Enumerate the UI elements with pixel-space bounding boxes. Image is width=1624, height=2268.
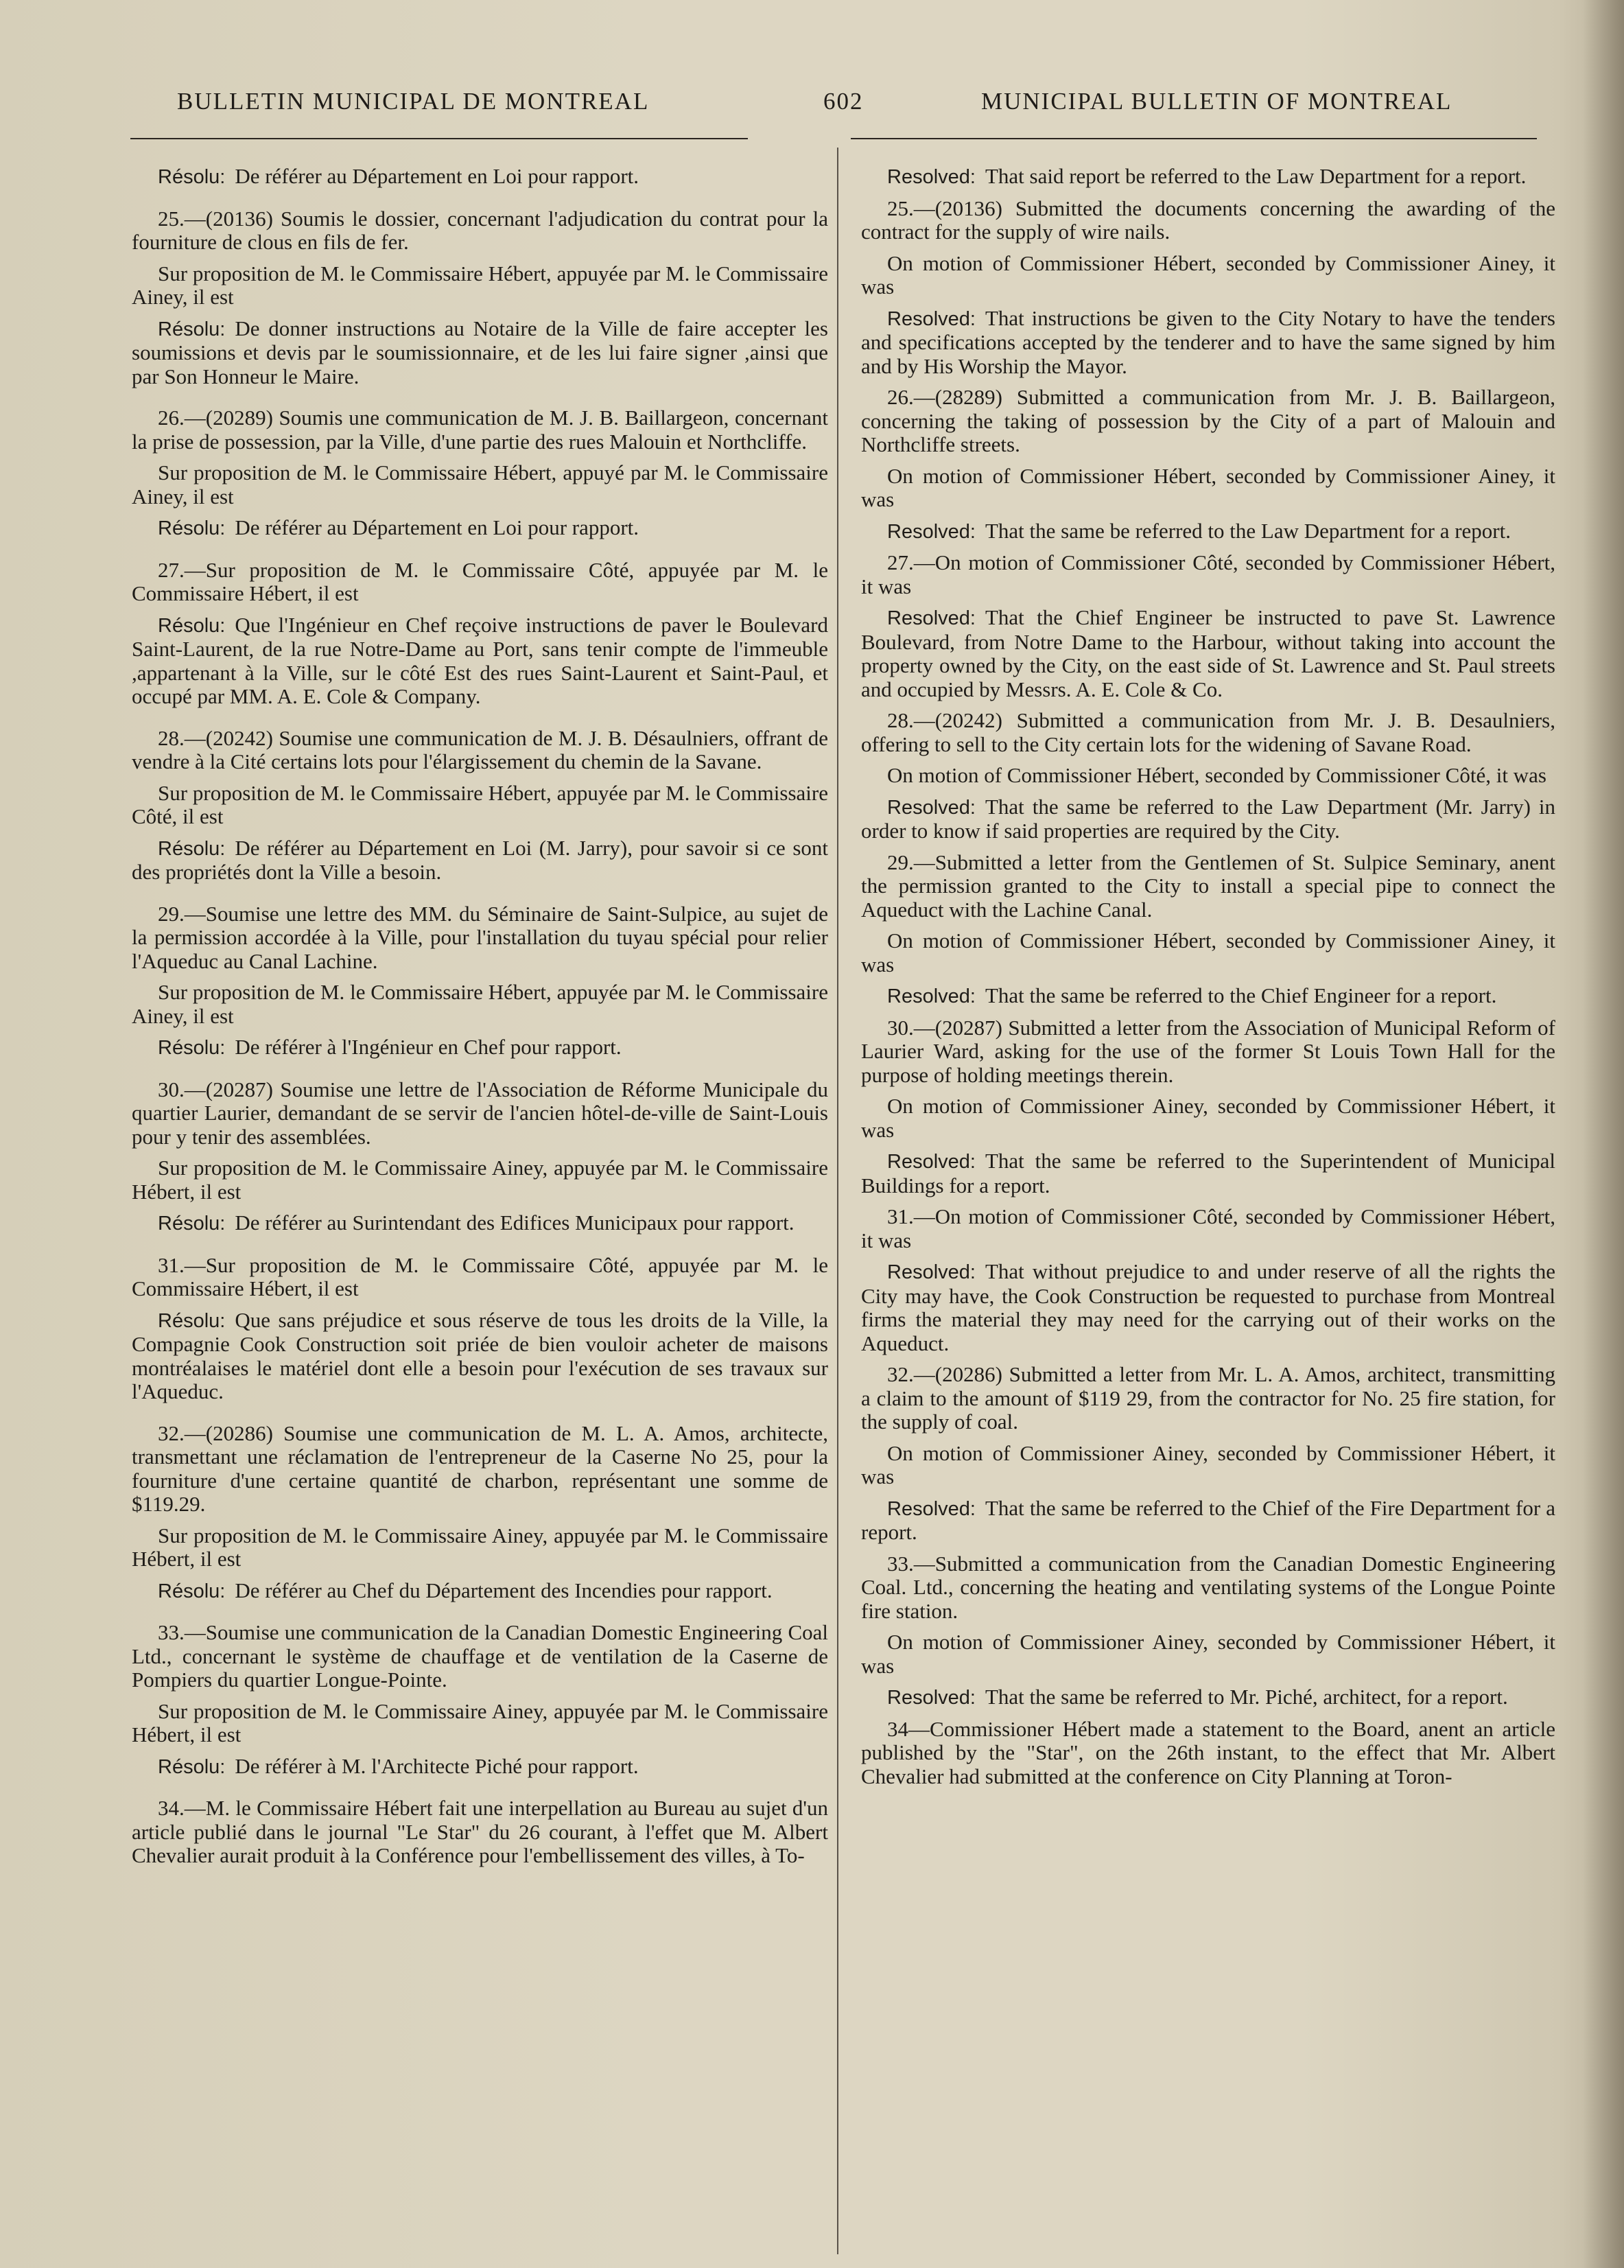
resolution-label: Résolu: — [158, 166, 226, 188]
paragraph — [861, 984, 1555, 1009]
paragraph — [861, 252, 1555, 299]
paragraph — [861, 795, 1555, 843]
paragraph-text: That said report be referred to the Law Department for a report. — [985, 164, 1527, 188]
paragraph-text: 32.—(20286) Submitted a letter from Mr. L. A. Amos, architect, transmitting a claim to the amount of $119 29, from the contractor for No. 25 fire station, for the supply of coal. — [861, 1362, 1555, 1434]
paragraph-text: De référer au Département en Loi pour rapport. — [235, 164, 639, 188]
paragraph — [132, 1036, 828, 1060]
resolution-label: Resolved: — [887, 1687, 976, 1709]
paragraph-text: 26.—(28289) Submitted a communication from Mr. J. B. Baillargeon, concerning the taking of possession by the City of a part of Malouin and Northcliffe streets. — [861, 385, 1555, 456]
paragraph-text: Sur proposition de M. le Commissaire Hébert, appuyée par M. le Commissaire Ainey, il est — [132, 261, 828, 309]
paragraph-text: On motion of Commissioner Ainey, seconded by Commissioner Hébert, it was — [861, 1094, 1555, 1142]
paragraph — [132, 981, 828, 1028]
paragraph — [132, 1254, 828, 1301]
paragraph — [132, 727, 828, 774]
paragraph — [861, 386, 1555, 457]
paragraph — [861, 307, 1555, 379]
paragraph-text: 28.—(20242) Submitted a communication from Mr. J. B. Desaulniers, offering to sell to the City certain lots for the widening of Savane Road. — [861, 708, 1555, 756]
paragraph — [132, 1621, 828, 1692]
paragraph-text: Sur proposition de M. le Commissaire Ainey, appuyée par M. le Commissaire Hébert, il est — [132, 1523, 828, 1571]
paragraph — [861, 1260, 1555, 1355]
paragraph — [132, 1211, 828, 1236]
page-number: 602 — [823, 88, 864, 115]
paragraph-text: Sur proposition de M. le Commissaire Ainey, appuyée par M. le Commissaire Hébert, il est — [132, 1156, 828, 1204]
paragraph — [132, 317, 828, 389]
resolution-label: Résolu: — [158, 1309, 226, 1332]
paragraph — [861, 1016, 1555, 1088]
paragraph — [861, 1149, 1555, 1197]
paragraph — [861, 929, 1555, 977]
paragraph — [132, 1797, 828, 1868]
paragraph-text: That the same be referred to the Law Department for a report. — [985, 518, 1511, 543]
paragraph — [132, 613, 828, 709]
paragraph — [132, 1156, 828, 1204]
paragraph-text: Sur proposition de M. le Commissaire Ainey, appuyée par M. le Commissaire Hébert, il est — [132, 1698, 828, 1746]
paragraph — [861, 197, 1555, 244]
resolution-label: Resolved: — [887, 1261, 976, 1283]
paragraph — [861, 606, 1555, 701]
resolution-label: Résolu: — [158, 1580, 226, 1602]
paragraph-text: 34—Commissioner Hébert made a statement to the Board, anent an article published by the "Star", on the 26th instant, to the effect that Mr. Albert Chevalier had submitted at the conference on City Planning at Toron- — [861, 1716, 1555, 1788]
resolution-label: Résolu: — [158, 837, 226, 860]
paragraph — [861, 709, 1555, 756]
paragraph-text: 29.—Soumise une lettre des MM. du Séminaire de Saint-Sulpice, au sujet de la permission accordée à la Ville, pour l'installation du tuyau spécial pour relier l'Aqueduc au Canal Lachine. — [132, 901, 828, 973]
paragraph-text: De référer à M. l'Architecte Piché pour rapport. — [235, 1753, 639, 1778]
paragraph-text: On motion of Commissioner Hébert, seconded by Commissioner Ainey, it was — [861, 250, 1555, 299]
paragraph-text: That the Chief Engineer be instructed to pave St. Lawrence Boulevard, from Notre Dame to the Harbour, without taking into account the property owned by the City, on the east side of St. Lawrence and St. Paul streets and occupied by Messrs. A. E. Cole & Co. — [861, 605, 1555, 701]
paragraph — [861, 1095, 1555, 1142]
paragraph — [132, 1422, 828, 1517]
header-rule-left — [130, 138, 748, 139]
paragraph-text: That the same be referred to the Chief Engineer for a report. — [985, 983, 1497, 1007]
page-edge-shadow — [1583, 0, 1624, 2268]
english-column — [861, 165, 1555, 1796]
resolution-label: Resolved: — [887, 166, 976, 188]
paragraph — [132, 1755, 828, 1779]
paragraph — [861, 551, 1555, 598]
paragraph — [861, 1552, 1555, 1624]
resolution-label: Resolved: — [887, 985, 976, 1007]
paragraph — [132, 406, 828, 454]
paragraph — [132, 165, 828, 189]
paragraph — [132, 559, 828, 606]
paragraph — [132, 1078, 828, 1149]
paragraph — [132, 207, 828, 255]
paragraph — [861, 764, 1555, 788]
paragraph — [132, 461, 828, 508]
column-divider — [837, 148, 838, 2254]
paragraph — [132, 1524, 828, 1571]
resolution-label: Resolved: — [887, 307, 976, 330]
paragraph-text: That without prejudice to and under reserve of all the rights the City may have, the Cook Construction be requested to purchase from Montreal firms the material they may need for the carrying out of their works on the Aqueduct. — [861, 1259, 1555, 1355]
resolution-label: Résolu: — [158, 1755, 226, 1778]
paragraph-text: On motion of Commissioner Ainey, seconded by Commissioner Hébert, it was — [861, 1630, 1555, 1678]
paragraph — [861, 1685, 1555, 1710]
paragraph-text: On motion of Commissioner Hébert, seconded by Commissioner Côté, it was — [887, 763, 1546, 787]
paragraph-text: 30.—(20287) Submitted a letter from the Association of Municipal Reform of Laurier Ward, asking for the use of the former St Louis Town Hall for the purpose of holding meetings therein. — [861, 1015, 1555, 1087]
paragraph — [861, 851, 1555, 922]
paragraph-text: 31.—On motion of Commissioner Côté, seconded by Commissioner Hébert, it was — [861, 1204, 1555, 1252]
paragraph-text: 34.—M. le Commissaire Hébert fait une interpellation au Bureau au sujet d'un article publié dans le journal "Le Star" du 26 courant, à l'effet que M. Albert Chevalier aurait produit à la Conférence pour l'embellissement des villes, à To- — [132, 1796, 828, 1867]
paragraph-text: Que sans préjudice et sous réserve de tous les droits de la Ville, la Compagnie Cook Construction soit priée de bien vouloir acheter de maisons montréalaises le matériel dont elle a besoin pour l'exécution de ses travaux sur l'Aqueduc. — [132, 1307, 828, 1403]
paragraph-text: Sur proposition de M. le Commissaire Hébert, appuyée par M. le Commissaire Côté, il est — [132, 780, 828, 828]
paragraph — [132, 782, 828, 829]
paragraph — [861, 1497, 1555, 1545]
paragraph-text: 32.—(20286) Soumise une communication de M. L. A. Amos, architecte, transmettant une réclamation de l'entrepreneur de la Caserne No 25, pour la fourniture d'une certaine quantité de charbon, représentant une somme de $119.29. — [132, 1421, 828, 1516]
paragraph-text: 28.—(20242) Soumise une communication de M. J. B. Désaulniers, offrant de vendre à la Cité certains lots pour l'élargissement du chemin de la Savane. — [132, 725, 828, 773]
resolution-label: Résolu: — [158, 1213, 226, 1235]
paragraph — [861, 1363, 1555, 1434]
paragraph — [132, 262, 828, 309]
paragraph-text: 33.—Soumise une communication de la Canadian Domestic Engineering Coal Ltd., concernant le système de chauffage et de ventilation de la Caserne de Pompiers du quartier Longue-Pointe. — [132, 1620, 828, 1692]
paragraph — [132, 837, 828, 885]
resolution-label: Resolved: — [887, 796, 976, 819]
paragraph-text: That the same be referred to the Chief of the Fire Department for a report. — [861, 1495, 1555, 1544]
resolution-label: Resolved: — [887, 1151, 976, 1173]
paragraph-text: 25.—(20136) Soumis le dossier, concernant l'adjudication du contrat pour la fourniture de clous en fils de fer. — [132, 206, 828, 254]
resolution-label: Resolved: — [887, 520, 976, 543]
paragraph-text: De référer au Chef du Département des Incendies pour rapport. — [235, 1578, 773, 1602]
paragraph-text: That the same be referred to Mr. Piché, architect, for a report. — [985, 1685, 1508, 1709]
paragraph — [132, 1579, 828, 1604]
resolution-label: Resolved: — [887, 1497, 976, 1520]
resolution-label: Résolu: — [158, 614, 226, 637]
paragraph — [861, 519, 1555, 544]
paragraph-text: That the same be referred to the Law Department (Mr. Jarry) in order to know if said properties are required by the City. — [861, 794, 1555, 843]
paragraph — [132, 1700, 828, 1747]
paragraph-text: De référer au Département en Loi pour rapport. — [235, 515, 639, 539]
paragraph — [861, 1442, 1555, 1489]
paragraph-text: That the same be referred to the Superintendent of Municipal Buildings for a report. — [861, 1149, 1555, 1197]
paragraph-text: 29.—Submitted a letter from the Gentlemen of St. Sulpice Seminary, anent the permission granted to the City to install a special pipe to connect the Aqueduct with the Lachine Canal. — [861, 850, 1555, 922]
paragraph-text: Sur proposition de M. le Commissaire Hébert, appuyé par M. le Commissaire Ainey, il est — [132, 460, 828, 508]
paragraph-text: 25.—(20136) Submitted the documents concerning the awarding of the contract for the supply of wire nails. — [861, 196, 1555, 244]
paragraph-text: That instructions be given to the City Notary to have the tenders and specifications accepted by the tenderer and to have the same signed by him and by His Worship the Mayor. — [861, 305, 1555, 378]
paragraph-text: 33.—Submitted a communication from the Canadian Domestic Engineering Coal. Ltd., concerning the heating and ventilating systems of the Longue Pointe fire station. — [861, 1551, 1555, 1623]
paragraph — [861, 1718, 1555, 1789]
resolution-label: Resolved: — [887, 607, 976, 629]
paragraph-text: De référer au Département en Loi (M. Jarry), pour savoir si ce sont des propriétés dont la Ville a besoin. — [132, 835, 828, 884]
paragraph-text: De donner instructions au Notaire de la Ville de faire accepter les soumissions et devis par le soumissionnaire, et de les lui faire signer ,ainsi que par Son Honneur le Maire. — [132, 316, 828, 388]
paragraph-text: 27.—Sur proposition de M. le Commissaire Côté, appuyée par M. le Commissaire Hébert, il est — [132, 557, 828, 605]
paragraph — [861, 165, 1555, 189]
paragraph-text: On motion of Commissioner Hébert, seconded by Commissioner Ainey, it was — [861, 463, 1555, 511]
paragraph — [132, 1309, 828, 1404]
paragraph-text: Que l'Ingénieur en Chef reçoive instructions de paver le Boulevard Saint-Laurent, de la rue Notre-Dame au Port, sans tenir compte de l'immeuble ,appartenant à la Ville, sur le côté Est des rues Saint-Laurent et Saint-Paul, et occupé par MM. A. E. Cole & Company. — [132, 612, 828, 708]
paragraph-text: On motion of Commissioner Hébert, seconded by Commissioner Ainey, it was — [861, 928, 1555, 977]
paragraph — [132, 902, 828, 974]
resolution-label: Résolu: — [158, 318, 226, 340]
french-column — [132, 165, 828, 1875]
paragraph — [861, 1630, 1555, 1678]
paragraph-text: 30.—(20287) Soumise une lettre de l'Association de Réforme Municipale du quartier Laurier, demandant de se servir de l'ancien hôtel-de-ville de Saint-Louis pour y tenir des assemblées. — [132, 1077, 828, 1149]
paragraph — [861, 1205, 1555, 1252]
paragraph-text: De référer à l'Ingénieur en Chef pour rapport. — [235, 1035, 622, 1059]
header-rule-right — [851, 138, 1537, 139]
paragraph-text: Sur proposition de M. le Commissaire Hébert, appuyée par M. le Commissaire Ainey, il est — [132, 980, 828, 1028]
resolution-label: Résolu: — [158, 517, 226, 539]
paragraph-text: 31.—Sur proposition de M. le Commissaire Côté, appuyée par M. le Commissaire Hébert, il est — [132, 1252, 828, 1300]
page-header — [130, 88, 1537, 129]
paragraph — [132, 516, 828, 541]
paragraph-text: 27.—On motion of Commissioner Côté, seconded by Commissioner Hébert, it was — [861, 550, 1555, 598]
paragraph-text: De référer au Surintendant des Edifices Municipaux pour rapport. — [235, 1211, 795, 1235]
paragraph-text: On motion of Commissioner Ainey, seconded by Commissioner Hébert, it was — [861, 1440, 1555, 1488]
header-title-english: MUNICIPAL BULLETIN OF MONTREAL — [981, 88, 1452, 115]
header-title-french: BULLETIN MUNICIPAL DE MONTREAL — [177, 88, 650, 115]
resolution-label: Résolu: — [158, 1037, 226, 1059]
paragraph — [861, 465, 1555, 512]
paragraph-text: 26.—(20289) Soumis une communication de M. J. B. Baillargeon, concernant la prise de possession, par la Ville, d'une partie des rues Malouin et Northcliffe. — [132, 406, 828, 454]
